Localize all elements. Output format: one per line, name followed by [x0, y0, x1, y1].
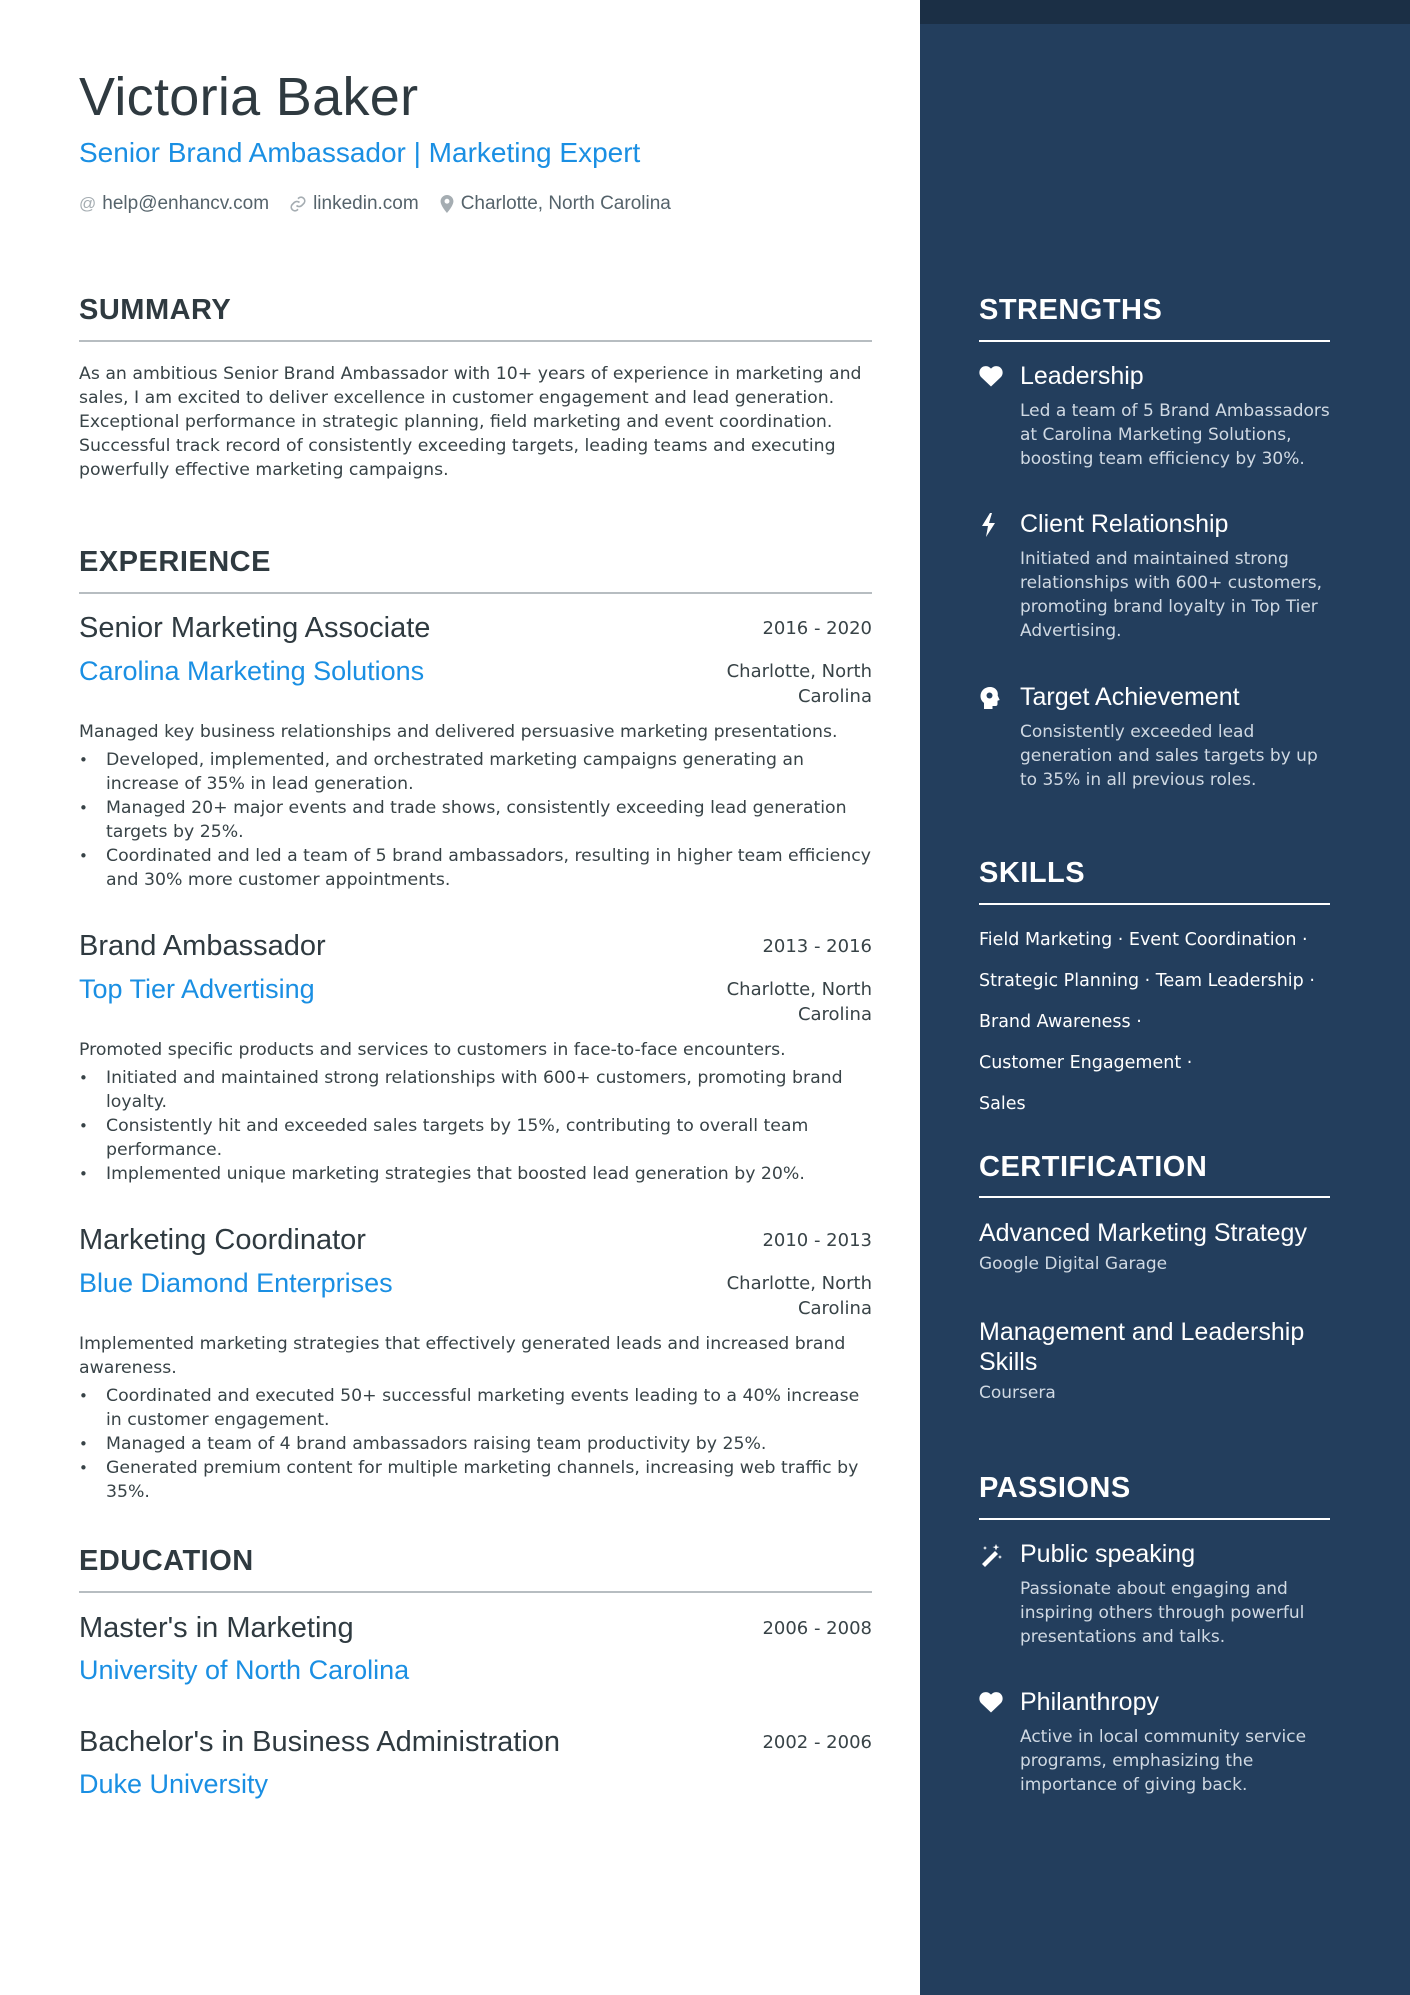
job-bullets — [79, 1066, 872, 1186]
job-bullet: • Developed, implemented, and orchestrated marketing campaigns generating an increase of 35% in lead generation. — [79, 748, 872, 796]
bolt-icon — [979, 513, 1003, 537]
passion-title: Philanthropy — [1020, 1688, 1159, 1716]
job-summary: Implemented marketing strategies that effectively generated leads and increased brand awareness. — [79, 1334, 846, 1378]
degree-title: Bachelor's in Business Administration — [79, 1726, 561, 1758]
job-summary: Managed key business relationships and delivered persuasive marketing presentations. — [79, 722, 838, 742]
passions-heading: PASSIONS — [979, 1472, 1131, 1504]
strengths-heading: STRENGTHS — [979, 294, 1163, 326]
job-dates: 2016 - 2020 — [762, 618, 872, 639]
strength-item — [979, 683, 1330, 792]
strengths-divider — [979, 340, 1330, 342]
contact-email[interactable] — [79, 193, 269, 215]
location-text: Charlotte, North Carolina — [460, 193, 671, 214]
job-location — [727, 1271, 872, 1321]
job-bullet: • Coordinated and executed 50+ successful marketing events leading to a 40% increase in customer engagement. — [79, 1384, 872, 1432]
certification-item — [979, 1218, 1330, 1274]
contact-linkedin[interactable] — [289, 193, 419, 215]
job-summary: Promoted specific products and services to customers in face-to-face encounters. — [79, 1040, 786, 1060]
experience-entry — [79, 930, 872, 1184]
job-description — [79, 1038, 872, 1186]
skill-item: Event Coordination — [1128, 930, 1297, 950]
summary-divider — [79, 340, 872, 342]
job-bullet: • Initiated and maintained strong relationships with 600+ customers, promoting brand loyalty. — [79, 1066, 872, 1114]
skill-item: Field Marketing — [979, 930, 1113, 950]
job-bullet: • Managed a team of 4 brand ambassadors raising team productivity by 25%. — [79, 1432, 872, 1456]
strength-item — [979, 362, 1330, 471]
job-description — [79, 720, 872, 892]
passion-item — [979, 1688, 1330, 1797]
experience-entry — [79, 612, 872, 890]
job-bullet: • Managed 20+ major events and trade shows, consistently exceeding lead generation targets by 25%. — [79, 796, 872, 844]
strength-description: Led a team of 5 Brand Ambassadors at Carolina Marketing Solutions, boosting team efficiency by 30%. — [1020, 401, 1330, 469]
job-title: Brand Ambassador — [79, 930, 326, 962]
job-bullet: • Implemented unique marketing strategies that boosted lead generation by 20%. — [79, 1162, 872, 1186]
certification-divider — [979, 1196, 1330, 1198]
job-bullet: • Coordinated and led a team of 5 brand ambassadors, resulting in higher team efficiency and 30% more customer appointments. — [79, 844, 872, 892]
job-dates: 2013 - 2016 — [762, 936, 872, 957]
job-location-line1: Charlotte, North — [726, 979, 872, 1000]
education-entry — [79, 1612, 872, 1686]
summary-heading: SUMMARY — [79, 294, 232, 326]
sidebar-top-bar — [920, 0, 1410, 24]
skills-divider — [979, 903, 1330, 905]
company-name: Top Tier Advertising — [79, 974, 315, 1004]
passions-divider — [979, 1518, 1330, 1520]
certification-issuer: Coursera — [979, 1383, 1056, 1403]
experience-divider — [79, 592, 872, 594]
school-name: Duke University — [79, 1769, 269, 1799]
skill-item: Team Leadership — [1155, 971, 1304, 991]
skill-item: Customer Engagement — [979, 1053, 1182, 1073]
location-pin-icon — [439, 195, 455, 213]
job-location — [727, 659, 872, 709]
skill-item: Brand Awareness — [979, 1012, 1131, 1032]
job-dates: 2010 - 2013 — [762, 1230, 872, 1251]
strength-title: Leadership — [1020, 362, 1144, 390]
education-heading: EDUCATION — [79, 1545, 254, 1577]
certification-heading: CERTIFICATION — [979, 1151, 1208, 1183]
passion-description: Active in local community service programs, emphasizing the importance of giving back. — [1020, 1727, 1307, 1795]
job-bullet: • Consistently hit and exceeded sales targets by 15%, contributing to overall team performance. — [79, 1114, 872, 1162]
job-bullets — [79, 748, 872, 892]
contact-info — [79, 193, 671, 215]
strength-description: Initiated and maintained strong relationships with 600+ customers, promoting brand loyalty in Top Tier Advertising. — [1020, 549, 1323, 641]
job-bullets — [79, 1384, 872, 1504]
job-location-line1: Charlotte, North — [726, 1273, 872, 1294]
education-dates: 2006 - 2008 — [762, 1618, 872, 1639]
strength-item — [979, 510, 1330, 643]
skills-list: Field Marketing · Event Coordination · Strategic Planning · Team Leadership · Brand Awareness · Customer Engagement · Sales — [979, 930, 1315, 1114]
job-bullet: • Generated premium content for multiple marketing channels, increasing web traffic by 35%. — [79, 1456, 872, 1504]
job-location — [727, 977, 872, 1027]
skill-item: Sales — [979, 1094, 1026, 1114]
education-dates: 2002 - 2006 — [762, 1732, 872, 1753]
summary-text: As an ambitious Senior Brand Ambassador with 10+ years of experience in marketing and sales, I am excited to deliver excellence in customer engagement and lead generation. Exceptional performance in strategic planning, field marketing and event coordination. Successful track record of consistently exceeding targets, leading teams and executing powerfully effective marketing campaigns. — [79, 364, 862, 480]
job-title: Senior Marketing Associate — [79, 612, 431, 644]
candidate-name: Victoria Baker — [79, 67, 419, 127]
certification-title: Management and Leadership Skills — [979, 1318, 1305, 1376]
company-name: Blue Diamond Enterprises — [79, 1268, 393, 1298]
education-entry — [79, 1726, 872, 1800]
passion-title: Public speaking — [1020, 1540, 1196, 1568]
email-text: help@enhancv.com — [102, 193, 270, 214]
job-location-line2: Carolina — [797, 1298, 872, 1319]
heart-icon — [979, 1691, 1003, 1715]
skills-heading: SKILLS — [979, 857, 1086, 889]
job-location-line1: Charlotte, North — [726, 661, 872, 682]
experience-heading: EXPERIENCE — [79, 546, 271, 578]
contact-location — [439, 193, 671, 215]
skill-item: Strategic Planning — [979, 971, 1140, 991]
experience-entry — [79, 1224, 872, 1502]
magic-wand-icon — [979, 1543, 1003, 1567]
strength-title: Client Relationship — [1020, 510, 1229, 538]
certification-issuer: Google Digital Garage — [979, 1254, 1168, 1274]
degree-title: Master's in Marketing — [79, 1612, 354, 1644]
linkedin-text: linkedin.com — [313, 193, 419, 214]
passion-item — [979, 1540, 1330, 1649]
certification-item — [979, 1317, 1330, 1403]
job-location-line2: Carolina — [797, 686, 872, 707]
job-description — [79, 1332, 872, 1504]
passion-description: Passionate about engaging and inspiring others through powerful presentations and talks. — [1020, 1579, 1305, 1647]
candidate-title: Senior Brand Ambassador | Marketing Expert — [79, 137, 641, 168]
certification-title: Advanced Marketing Strategy — [979, 1219, 1307, 1247]
company-name: Carolina Marketing Solutions — [79, 656, 425, 686]
education-divider — [79, 1591, 872, 1593]
job-location-line2: Carolina — [797, 1004, 872, 1025]
link-icon — [289, 195, 307, 213]
job-title: Marketing Coordinator — [79, 1224, 366, 1256]
strength-title: Target Achievement — [1020, 683, 1240, 711]
school-name: University of North Carolina — [79, 1655, 410, 1685]
strength-description: Consistently exceeded lead generation and sales targets by up to 35% in all previous roles. — [1020, 722, 1318, 790]
brain-icon — [979, 686, 1003, 710]
at-icon: @ — [79, 194, 97, 213]
heart-icon — [979, 365, 1003, 389]
